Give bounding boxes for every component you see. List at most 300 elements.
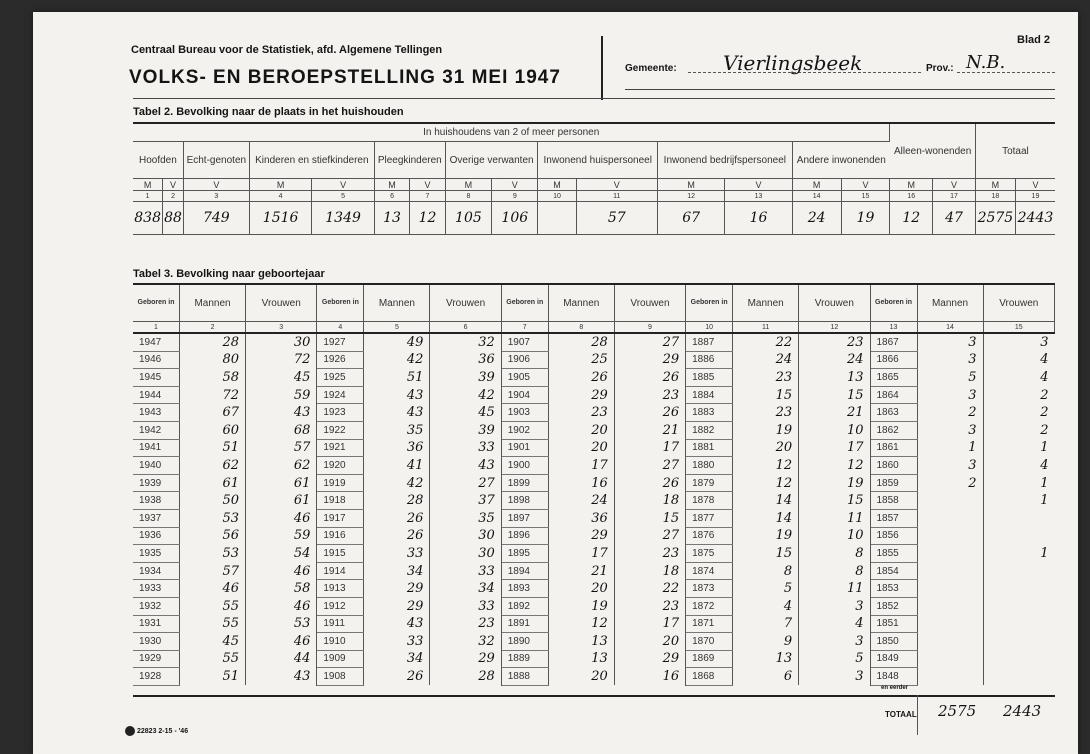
mannen-value: 26 xyxy=(548,369,614,387)
col-number: 11 xyxy=(576,191,657,202)
sex-cell: M xyxy=(374,179,409,191)
col-number: 9 xyxy=(492,191,538,202)
col-header: Inwonend bedrijfspersoneel xyxy=(657,142,792,179)
mannen-header: Mannen xyxy=(180,284,246,322)
year-cell: 1929 xyxy=(133,650,180,668)
vrouwen-value: 62 xyxy=(246,457,317,475)
vrouwen-value: 39 xyxy=(430,421,501,439)
vrouwen-value: 2 xyxy=(1040,387,1049,403)
mannen-value: 42 xyxy=(364,474,430,492)
mannen-value xyxy=(917,492,983,510)
mannen-value: 20 xyxy=(548,580,614,598)
year-cell: 1927 xyxy=(317,333,364,351)
table-row xyxy=(133,545,1055,563)
mannen-value: 5 xyxy=(917,369,983,387)
year-cell: 1895 xyxy=(501,545,548,563)
year-cell: 1875 xyxy=(686,545,733,563)
year-cell: 1901 xyxy=(501,439,548,457)
col-header: Echt-genoten xyxy=(183,142,249,179)
year-cell: 1947 xyxy=(133,333,180,351)
year-cell: 1880 xyxy=(686,457,733,475)
year-cell: 1874 xyxy=(686,562,733,580)
mannen-value: 20 xyxy=(548,421,614,439)
vrouwen-value: 19 xyxy=(799,474,870,492)
table-row xyxy=(133,492,1055,510)
mannen-value: 14 xyxy=(733,509,799,527)
vrouwen-value: 15 xyxy=(799,386,870,404)
col-number: 2 xyxy=(163,191,184,202)
col-number: 8 xyxy=(548,322,614,334)
vrouwen-value: 16 xyxy=(614,668,685,686)
geboren-header: Geboren in xyxy=(317,284,364,322)
totaal-divider xyxy=(917,695,918,735)
mannen-value: 34 xyxy=(364,650,430,668)
mannen-value: 36 xyxy=(548,509,614,527)
mannen-value: 43 xyxy=(364,404,430,422)
col-number: 6 xyxy=(374,191,409,202)
year-cell: 1869 xyxy=(686,650,733,668)
value-cell: 106 xyxy=(492,202,538,235)
col-number: 4 xyxy=(317,322,364,334)
value-cell: 749 xyxy=(183,202,249,235)
year-cell: 1916 xyxy=(317,527,364,545)
mannen-value: 8 xyxy=(733,562,799,580)
vrouwen-value xyxy=(983,597,1054,615)
vrouwen-value: 32 xyxy=(430,633,501,651)
year-cell: 1857 xyxy=(870,509,917,527)
mannen-value: 1 xyxy=(917,439,983,457)
vrouwen-value: 17 xyxy=(799,439,870,457)
mannen-value: 33 xyxy=(364,545,430,563)
table-row xyxy=(133,650,1055,668)
mannen-value: 35 xyxy=(364,421,430,439)
mannen-value: 21 xyxy=(548,562,614,580)
prov-value: N.B. xyxy=(966,52,1006,73)
mannen-value: 3 xyxy=(917,421,983,439)
mannen-value xyxy=(917,580,983,598)
vrouwen-value: 18 xyxy=(614,562,685,580)
col-number: 12 xyxy=(799,322,870,334)
table-row xyxy=(133,351,1055,369)
table-row xyxy=(133,597,1055,615)
vrouwen-value: 33 xyxy=(430,562,501,580)
mannen-value: 61 xyxy=(180,474,246,492)
tabel2-title: Tabel 2. Bevolking naar de plaats in het huishouden xyxy=(133,106,404,118)
totaal-vrouwen: 2443 xyxy=(1003,702,1042,720)
col-header: Kinderen en stiefkinderen xyxy=(249,142,374,179)
mannen-value: 2 xyxy=(917,404,983,422)
sex-cell: M xyxy=(657,179,724,191)
mannen-value: 53 xyxy=(180,509,246,527)
year-cell: 1936 xyxy=(133,527,180,545)
year-cell: 1921 xyxy=(317,439,364,457)
year-cell: 1926 xyxy=(317,351,364,369)
value-cell: 1349 xyxy=(312,202,374,235)
vrouwen-value: 44 xyxy=(246,650,317,668)
year-cell: 1873 xyxy=(686,580,733,598)
value-cell: 19 xyxy=(841,202,890,235)
year-cell: 1884 xyxy=(686,386,733,404)
totaal-label: TOTAAL xyxy=(885,710,917,719)
mannen-value: 58 xyxy=(180,369,246,387)
vrouwen-value xyxy=(983,509,1054,527)
vrouwen-value: 37 xyxy=(430,492,501,510)
geboren-header: Geboren in xyxy=(870,284,917,322)
value-cell xyxy=(538,202,576,235)
mannen-value: 14 xyxy=(733,492,799,510)
alleen-header: Alleen-wonenden xyxy=(890,123,976,179)
year-cell: 1945 xyxy=(133,369,180,387)
vrouwen-header: Vrouwen xyxy=(246,284,317,322)
year-cell: 1925 xyxy=(317,369,364,387)
year-cell: 1906 xyxy=(501,351,548,369)
year-cell: 1877 xyxy=(686,509,733,527)
printer-logo-icon xyxy=(125,726,135,736)
sex-cell: V xyxy=(492,179,538,191)
mannen-value: 26 xyxy=(364,668,430,686)
mannen-value xyxy=(917,633,983,651)
table-row xyxy=(133,369,1055,387)
year-cell: 1942 xyxy=(133,421,180,439)
vrouwen-value xyxy=(983,615,1054,633)
year-cell: 1946 xyxy=(133,351,180,369)
vrouwen-value: 11 xyxy=(799,580,870,598)
year-cell: 1879 xyxy=(686,474,733,492)
year-cell: 1923 xyxy=(317,404,364,422)
mannen-value: 55 xyxy=(180,615,246,633)
year-cell: 1899 xyxy=(501,474,548,492)
vrouwen-value: 35 xyxy=(430,509,501,527)
mannen-value: 46 xyxy=(180,580,246,598)
vrouwen-value: 45 xyxy=(430,404,501,422)
mannen-value: 24 xyxy=(548,492,614,510)
value-cell: 12 xyxy=(410,202,445,235)
vrouwen-value: 27 xyxy=(430,474,501,492)
value-cell: 12 xyxy=(890,202,933,235)
mannen-value: 56 xyxy=(180,527,246,545)
year-cell: 1932 xyxy=(133,597,180,615)
mannen-value: 43 xyxy=(364,386,430,404)
mannen-value xyxy=(917,545,983,563)
year-cell: 1849 xyxy=(870,650,917,668)
value-cell: 88 xyxy=(163,202,184,235)
year-cell: 1883 xyxy=(686,404,733,422)
mannen-value: 29 xyxy=(548,386,614,404)
vrouwen-value: 42 xyxy=(430,386,501,404)
value-cell: 105 xyxy=(445,202,491,235)
vrouwen-value: 29 xyxy=(614,650,685,668)
mannen-value: 2 xyxy=(917,474,983,492)
year-cell: 1944 xyxy=(133,386,180,404)
totaal-mannen: 2575 xyxy=(938,702,977,720)
sex-cell: V xyxy=(933,179,976,191)
value-cell: 2443 xyxy=(1015,202,1055,235)
col-number: 7 xyxy=(410,191,445,202)
mannen-value: 34 xyxy=(364,562,430,580)
sex-cell: V xyxy=(725,179,792,191)
vrouwen-value: 23 xyxy=(430,615,501,633)
col-number: 7 xyxy=(501,322,548,334)
year-cell: 1913 xyxy=(317,580,364,598)
form-title: VOLKS- EN BEROEPSTELLING 31 MEI 1947 xyxy=(129,67,561,88)
year-cell: 1893 xyxy=(501,580,548,598)
mannen-value: 43 xyxy=(364,615,430,633)
value-cell: 47 xyxy=(933,202,976,235)
table-row xyxy=(133,386,1055,404)
year-cell: 1852 xyxy=(870,597,917,615)
vrouwen-value: 2 xyxy=(1040,422,1049,438)
sex-cell: V xyxy=(576,179,657,191)
vrouwen-value: 29 xyxy=(430,650,501,668)
mannen-value: 6 xyxy=(733,668,799,686)
year-cell: 1915 xyxy=(317,545,364,563)
col-number: 13 xyxy=(725,191,792,202)
sex-cell: V xyxy=(1015,179,1055,191)
year-cell: 1871 xyxy=(686,615,733,633)
mannen-header: Mannen xyxy=(548,284,614,322)
mannen-value: 50 xyxy=(180,492,246,510)
sex-cell: V xyxy=(410,179,445,191)
col-number: 4 xyxy=(249,191,311,202)
year-cell: 1850 xyxy=(870,633,917,651)
sex-cell: M xyxy=(133,179,163,191)
mannen-value: 3 xyxy=(917,457,983,475)
mannen-value: 15 xyxy=(733,386,799,404)
table-row xyxy=(133,404,1055,422)
group-header: In huishoudens van 2 of meer personen xyxy=(133,123,890,142)
mannen-value: 3 xyxy=(917,351,983,369)
year-cell: 1935 xyxy=(133,545,180,563)
mannen-value: 19 xyxy=(733,527,799,545)
year-cell: 1863 xyxy=(870,404,917,422)
mannen-value: 72 xyxy=(180,386,246,404)
census-form-sheet xyxy=(33,12,1078,754)
col-number: 19 xyxy=(1015,191,1055,202)
vrouwen-value: 3 xyxy=(799,633,870,651)
mannen-value: 53 xyxy=(180,545,246,563)
vrouwen-value: 1 xyxy=(1040,440,1049,456)
year-cell: 1856 xyxy=(870,527,917,545)
vrouwen-value: 27 xyxy=(614,457,685,475)
year-cell: 1867 xyxy=(870,333,917,351)
year-cell: 1864 xyxy=(870,386,917,404)
year-cell: 1898 xyxy=(501,492,548,510)
page-number: Blad 2 xyxy=(1017,34,1051,46)
vrouwen-value: 53 xyxy=(246,615,317,633)
year-cell: 1885 xyxy=(686,369,733,387)
vrouwen-value: 26 xyxy=(614,404,685,422)
table-row xyxy=(133,633,1055,651)
col-number: 15 xyxy=(841,191,890,202)
col-header: Overige verwanten xyxy=(445,142,538,179)
mannen-value: 15 xyxy=(733,545,799,563)
vrouwen-value: 1 xyxy=(1040,493,1049,509)
sex-cell: M xyxy=(975,179,1015,191)
vrouwen-value: 46 xyxy=(246,633,317,651)
col-number: 16 xyxy=(890,191,933,202)
year-cell: 1865 xyxy=(870,369,917,387)
mannen-value: 16 xyxy=(548,474,614,492)
tabel3 xyxy=(133,283,1055,686)
year-cell: 1872 xyxy=(686,597,733,615)
col-number: 5 xyxy=(312,191,374,202)
vrouwen-value: 3 xyxy=(1040,335,1049,351)
header-divider xyxy=(601,36,603,100)
year-cell: 1941 xyxy=(133,439,180,457)
vrouwen-value: 46 xyxy=(246,562,317,580)
table-row xyxy=(133,668,1055,686)
vrouwen-value: 46 xyxy=(246,597,317,615)
vrouwen-value: 15 xyxy=(799,492,870,510)
header-rule-bottom xyxy=(133,98,1055,99)
vrouwen-value: 2 xyxy=(1040,405,1049,421)
prov-label: Prov.: xyxy=(926,63,954,74)
mannen-value: 55 xyxy=(180,597,246,615)
vrouwen-value: 10 xyxy=(799,527,870,545)
sex-cell: M xyxy=(538,179,576,191)
mannen-value xyxy=(917,650,983,668)
year-cell: 1886 xyxy=(686,351,733,369)
year-cell: 1904 xyxy=(501,386,548,404)
mannen-value: 22 xyxy=(733,333,799,351)
vrouwen-value: 36 xyxy=(430,351,501,369)
vrouwen-value: 23 xyxy=(614,545,685,563)
mannen-value: 23 xyxy=(733,404,799,422)
vrouwen-value: 30 xyxy=(430,545,501,563)
year-cell: 1933 xyxy=(133,580,180,598)
table-row xyxy=(133,474,1055,492)
col-number: 11 xyxy=(733,322,799,334)
en-eerder-label: en eerder xyxy=(881,685,909,691)
vrouwen-header: Vrouwen xyxy=(430,284,501,322)
vrouwen-value: 3 xyxy=(799,597,870,615)
vrouwen-value: 68 xyxy=(246,421,317,439)
mannen-value: 23 xyxy=(733,369,799,387)
vrouwen-value: 30 xyxy=(246,333,317,351)
vrouwen-value: 1 xyxy=(1040,545,1049,561)
vrouwen-header: Vrouwen xyxy=(983,284,1054,322)
year-cell: 1881 xyxy=(686,439,733,457)
vrouwen-value: 11 xyxy=(799,509,870,527)
vrouwen-value: 30 xyxy=(430,527,501,545)
vrouwen-value: 26 xyxy=(614,369,685,387)
mannen-value: 57 xyxy=(180,562,246,580)
geboren-header: Geboren in xyxy=(686,284,733,322)
mannen-value xyxy=(917,562,983,580)
sex-cell: M xyxy=(890,179,933,191)
year-cell: 1930 xyxy=(133,633,180,651)
mannen-value: 33 xyxy=(364,633,430,651)
vrouwen-value xyxy=(983,580,1054,598)
year-cell: 1858 xyxy=(870,492,917,510)
value-cell: 24 xyxy=(792,202,841,235)
vrouwen-value: 17 xyxy=(614,615,685,633)
mannen-value: 60 xyxy=(180,421,246,439)
vrouwen-value: 10 xyxy=(799,421,870,439)
vrouwen-value: 24 xyxy=(799,351,870,369)
year-cell: 1903 xyxy=(501,404,548,422)
vrouwen-value: 27 xyxy=(614,527,685,545)
mannen-value: 17 xyxy=(548,457,614,475)
year-cell: 1905 xyxy=(501,369,548,387)
geboren-header: Geboren in xyxy=(501,284,548,322)
year-cell: 1914 xyxy=(317,562,364,580)
year-cell: 1937 xyxy=(133,509,180,527)
vrouwen-value: 22 xyxy=(614,580,685,598)
year-cell: 1928 xyxy=(133,668,180,686)
year-cell: 1924 xyxy=(317,386,364,404)
mannen-value: 51 xyxy=(180,668,246,686)
col-number: 3 xyxy=(246,322,317,334)
vrouwen-value: 72 xyxy=(246,351,317,369)
vrouwen-value: 13 xyxy=(799,369,870,387)
mannen-value: 28 xyxy=(180,333,246,351)
sex-cell: M xyxy=(445,179,491,191)
mannen-value: 28 xyxy=(548,333,614,351)
mannen-value: 25 xyxy=(548,351,614,369)
mannen-value: 55 xyxy=(180,650,246,668)
year-cell: 1854 xyxy=(870,562,917,580)
mannen-value: 13 xyxy=(733,650,799,668)
gemeente-label: Gemeente: xyxy=(625,63,677,74)
tabel3-title: Tabel 3. Bevolking naar geboortejaar xyxy=(133,268,325,280)
year-cell: 1917 xyxy=(317,509,364,527)
mannen-value: 7 xyxy=(733,615,799,633)
mannen-value: 29 xyxy=(548,527,614,545)
print-code: 22823 2-15 - '46 xyxy=(137,728,189,735)
value-cell: 1516 xyxy=(249,202,311,235)
col-number: 1 xyxy=(133,191,163,202)
mannen-value: 51 xyxy=(364,369,430,387)
vrouwen-value: 57 xyxy=(246,439,317,457)
vrouwen-value: 43 xyxy=(246,668,317,686)
year-cell: 1912 xyxy=(317,597,364,615)
table-row xyxy=(133,457,1055,475)
vrouwen-value: 23 xyxy=(614,597,685,615)
year-cell: 1908 xyxy=(317,668,364,686)
year-cell: 1859 xyxy=(870,474,917,492)
vrouwen-value: 59 xyxy=(246,527,317,545)
vrouwen-value: 58 xyxy=(246,580,317,598)
col-number: 14 xyxy=(792,191,841,202)
year-cell: 1931 xyxy=(133,615,180,633)
mannen-value: 51 xyxy=(180,439,246,457)
vrouwen-value: 23 xyxy=(614,386,685,404)
vrouwen-value: 8 xyxy=(799,545,870,563)
value-cell: 16 xyxy=(725,202,792,235)
vrouwen-value: 43 xyxy=(246,404,317,422)
vrouwen-value: 59 xyxy=(246,386,317,404)
col-number: 14 xyxy=(917,322,983,334)
vrouwen-value xyxy=(983,650,1054,668)
gemeente-value: Vierlingsbeek xyxy=(723,51,863,75)
mannen-value: 29 xyxy=(364,580,430,598)
vrouwen-value: 18 xyxy=(614,492,685,510)
table-bottom-rule xyxy=(133,695,873,697)
mannen-value: 49 xyxy=(364,333,430,351)
mannen-value: 80 xyxy=(180,351,246,369)
mannen-value: 42 xyxy=(364,351,430,369)
mannen-value: 19 xyxy=(548,597,614,615)
vrouwen-value xyxy=(983,633,1054,651)
col-number: 3 xyxy=(183,191,249,202)
year-cell: 1866 xyxy=(870,351,917,369)
vrouwen-value: 46 xyxy=(246,509,317,527)
year-cell: 1934 xyxy=(133,562,180,580)
vrouwen-value: 26 xyxy=(614,474,685,492)
bureau-heading: Centraal Bureau voor de Statistiek, afd. Algemene Tellingen xyxy=(131,44,443,56)
col-number: 15 xyxy=(983,322,1054,334)
